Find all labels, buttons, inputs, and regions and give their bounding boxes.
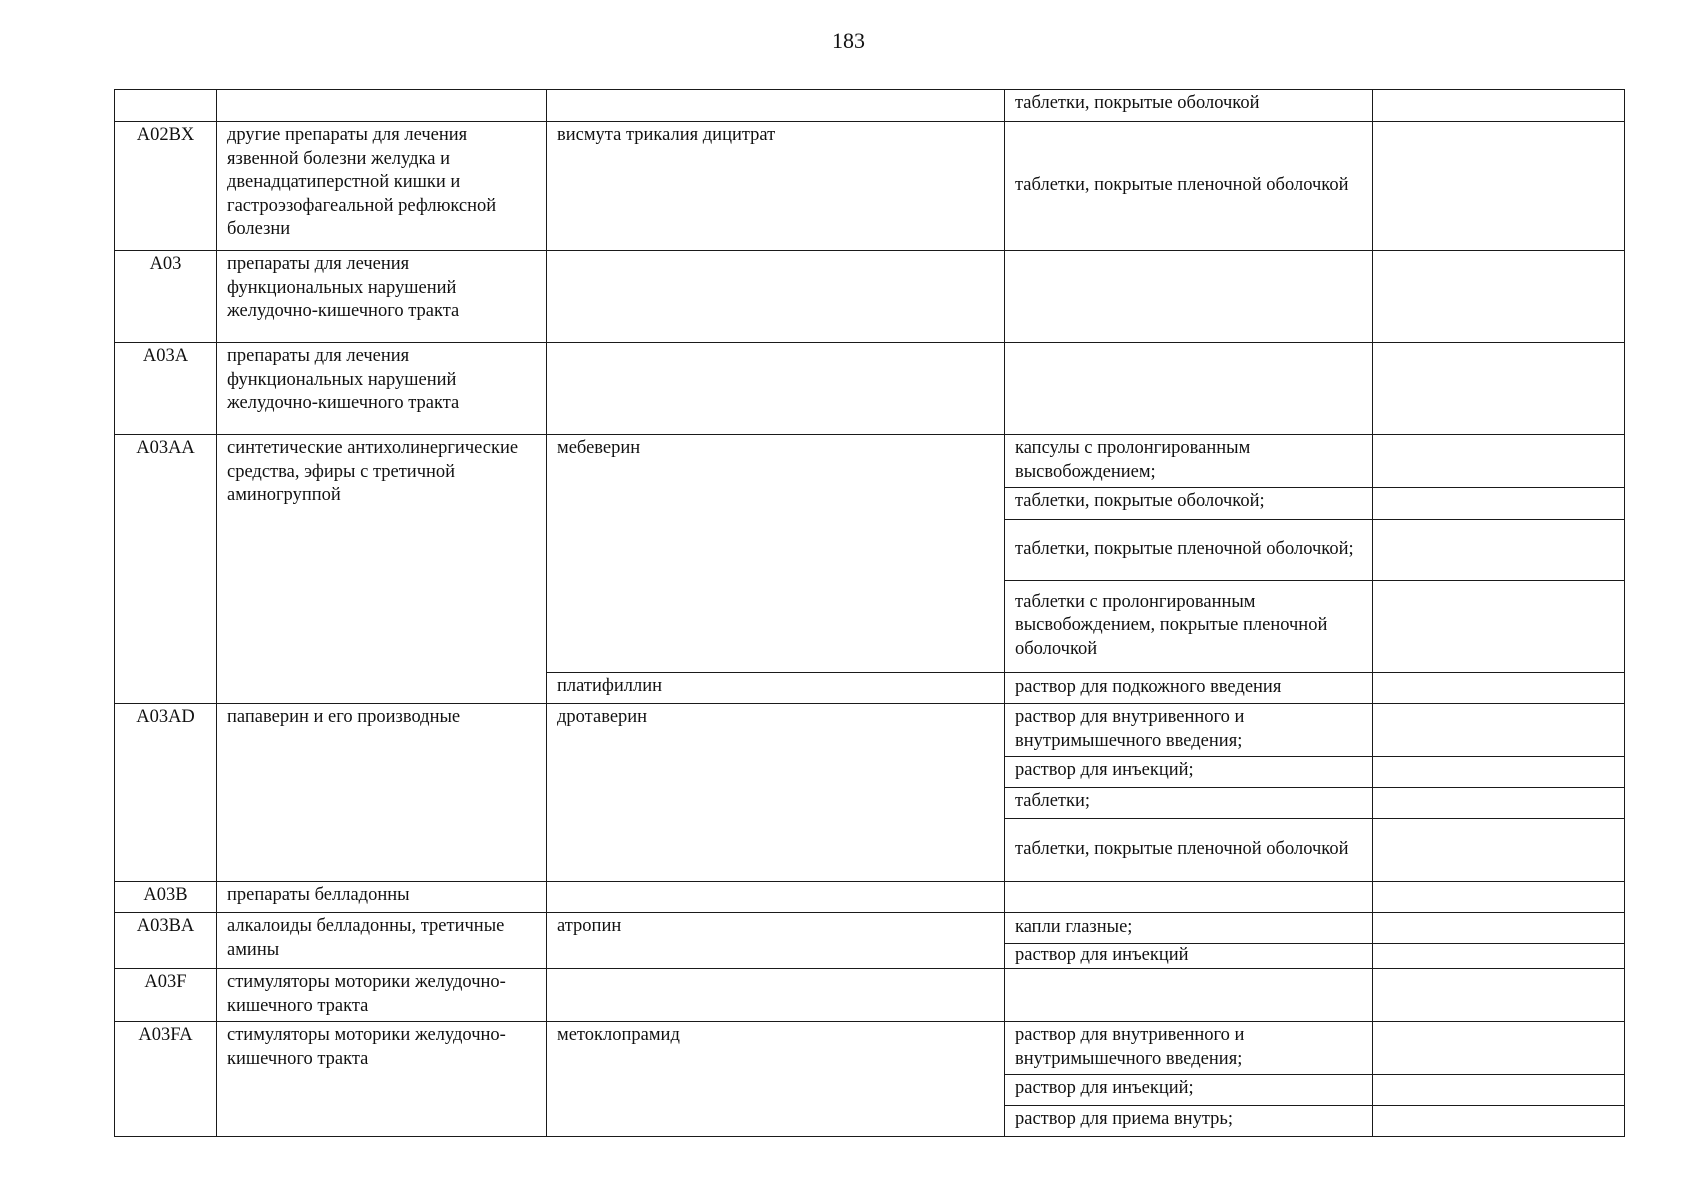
group-name-cell: препараты для лечения функциональных нарушений желудочно-кишечного тракта <box>217 343 547 435</box>
empty-cell <box>1373 913 1625 944</box>
atc-code-cell: A03F <box>115 969 217 1022</box>
atc-code-cell: A03AA <box>115 435 217 704</box>
dosage-form-cell: раствор для приема внутрь; <box>1005 1106 1373 1137</box>
dosage-form-cell: раствор для инъекций <box>1005 944 1373 969</box>
atc-code-cell: A03 <box>115 251 217 343</box>
drug-name-cell <box>547 343 1005 435</box>
drug-name-cell: платифиллин <box>547 673 1005 704</box>
empty-cell <box>1373 704 1625 757</box>
empty-cell <box>1373 1106 1625 1137</box>
atc-code-cell: A03BA <box>115 913 217 969</box>
dosage-form-cell: таблетки; <box>1005 788 1373 819</box>
empty-cell <box>1373 122 1625 251</box>
dosage-form-cell: капсулы с пролонгированным высвобождением; <box>1005 435 1373 488</box>
dosage-form-cell: таблетки, покрытые оболочкой <box>1005 90 1373 122</box>
atc-code-cell: A02BX <box>115 122 217 251</box>
dosage-form-cell: раствор для подкожного введения <box>1005 673 1373 704</box>
drug-name-cell: атропин <box>547 913 1005 969</box>
group-name-cell: синтетические антихолинергические средства, эфиры с третичной аминогруппой <box>217 435 547 704</box>
table-row <box>115 704 1625 757</box>
empty-cell <box>1373 90 1625 122</box>
table-row <box>115 435 1625 488</box>
dosage-form-cell: таблетки, покрытые пленочной оболочкой <box>1005 819 1373 882</box>
dosage-form-cell: таблетки, покрытые оболочкой; <box>1005 488 1373 520</box>
group-name-cell: папаверин и его производные <box>217 704 547 882</box>
dosage-form-cell: раствор для инъекций; <box>1005 1075 1373 1106</box>
empty-cell <box>1373 581 1625 673</box>
drug-name-cell <box>547 251 1005 343</box>
group-name-cell: стимуляторы моторики желудочно-кишечного тракта <box>217 1022 547 1137</box>
dosage-form-cell: таблетки, покрытые пленочной оболочкой; <box>1005 520 1373 581</box>
drug-table <box>114 89 1625 1137</box>
group-name-cell: алкалоиды белладонны, третичные амины <box>217 913 547 969</box>
atc-code-cell: A03B <box>115 882 217 913</box>
table-row <box>115 251 1625 343</box>
empty-cell <box>1373 488 1625 520</box>
empty-cell <box>1373 343 1625 435</box>
drug-name-cell <box>547 969 1005 1022</box>
dosage-form-cell: капли глазные; <box>1005 913 1373 944</box>
atc-code-cell: A03FA <box>115 1022 217 1137</box>
dosage-form-cell: раствор для инъекций; <box>1005 757 1373 788</box>
drug-name-cell: метоклопрамид <box>547 1022 1005 1137</box>
dosage-form-cell <box>1005 969 1373 1022</box>
empty-cell <box>1373 251 1625 343</box>
drug-name-cell: мебеверин <box>547 435 1005 673</box>
empty-cell <box>1373 520 1625 581</box>
group-name-cell: препараты белладонны <box>217 882 547 913</box>
table-row <box>115 913 1625 944</box>
dosage-form-cell: таблетки с пролонгированным высвобождением, покрытые пленочной оболочкой <box>1005 581 1373 673</box>
table-row <box>115 122 1625 251</box>
empty-cell <box>1373 673 1625 704</box>
group-name-cell <box>217 90 547 122</box>
group-name-cell: препараты для лечения функциональных нарушений желудочно-кишечного тракта <box>217 251 547 343</box>
page-number: 183 <box>832 28 865 53</box>
group-name-cell: другие препараты для лечения язвенной болезни желудка и двенадцатиперстной кишки и гастроэзофагеальной рефлюксной болезни <box>217 122 547 251</box>
empty-cell <box>1373 1022 1625 1075</box>
table-row <box>115 90 1625 122</box>
empty-cell <box>1373 944 1625 969</box>
empty-cell <box>1373 819 1625 882</box>
table-row <box>115 969 1625 1022</box>
atc-code-cell <box>115 90 217 122</box>
empty-cell <box>1373 435 1625 488</box>
empty-cell <box>1373 969 1625 1022</box>
empty-cell <box>1373 1075 1625 1106</box>
group-name-cell: стимуляторы моторики желудочно-кишечного тракта <box>217 969 547 1022</box>
table-row <box>115 1022 1625 1075</box>
empty-cell <box>1373 882 1625 913</box>
drug-name-cell: висмута трикалия дицитрат <box>547 122 1005 251</box>
drug-name-cell: дротаверин <box>547 704 1005 882</box>
table-row <box>115 882 1625 913</box>
atc-code-cell: A03A <box>115 343 217 435</box>
dosage-form-cell <box>1005 251 1373 343</box>
drug-name-cell <box>547 882 1005 913</box>
dosage-form-cell <box>1005 343 1373 435</box>
table-row <box>115 343 1625 435</box>
drug-name-cell <box>547 90 1005 122</box>
dosage-form-cell: раствор для внутривенного и внутримышечного введения; <box>1005 1022 1373 1075</box>
empty-cell <box>1373 757 1625 788</box>
dosage-form-cell: таблетки, покрытые пленочной оболочкой <box>1005 122 1373 251</box>
dosage-form-cell: раствор для внутривенного и внутримышечного введения; <box>1005 704 1373 757</box>
atc-code-cell: A03AD <box>115 704 217 882</box>
empty-cell <box>1373 788 1625 819</box>
dosage-form-cell <box>1005 882 1373 913</box>
